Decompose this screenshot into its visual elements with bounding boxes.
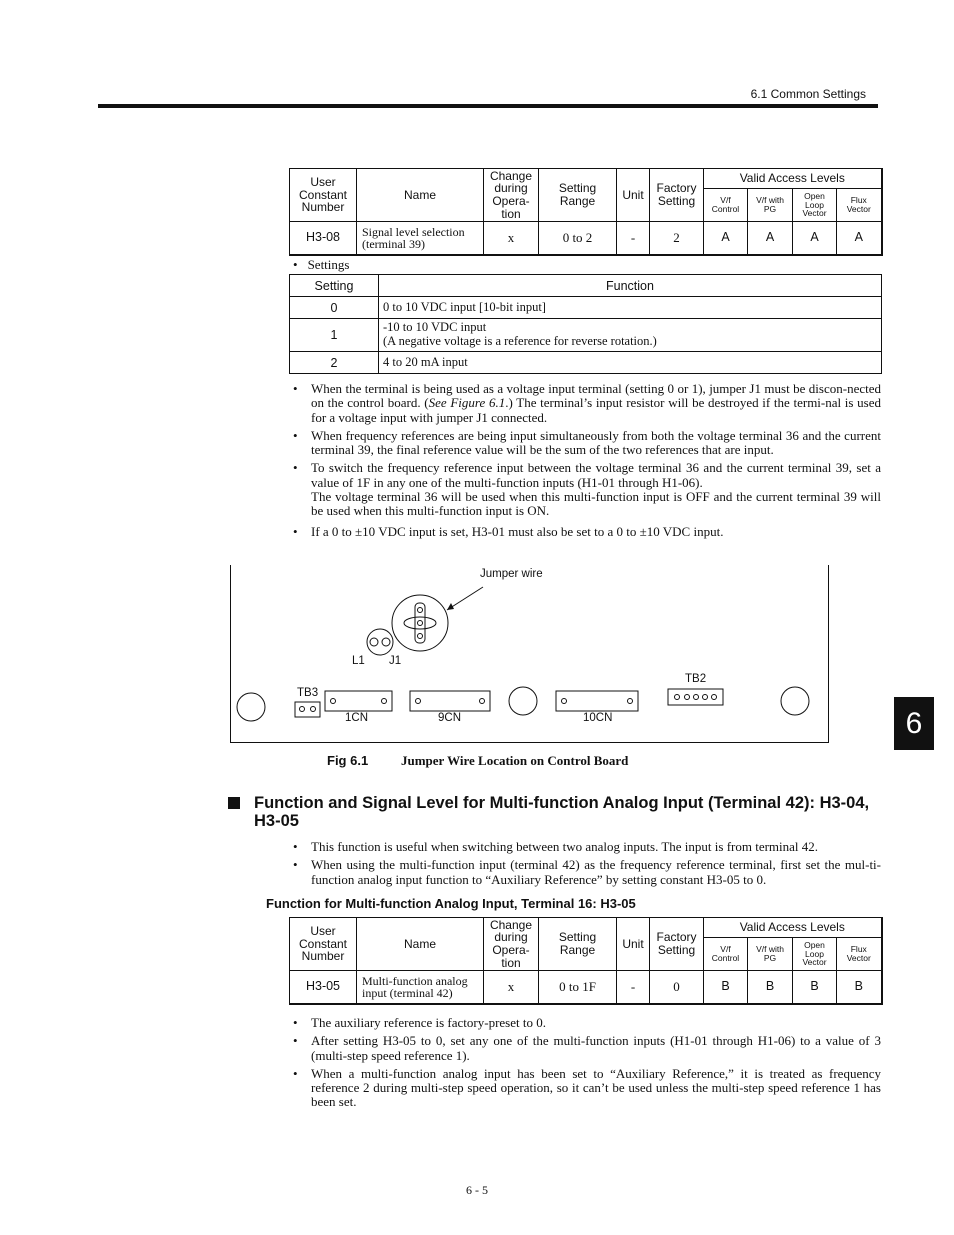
connector-10cn: [556, 691, 638, 711]
component-l1: [367, 629, 393, 655]
cell-level-vf-pg: B: [748, 971, 793, 1004]
cell-level-vf-pg: A: [748, 222, 793, 255]
list-item: • When a multi-function analog input has been set to “Auxiliary Reference,” it is treated as frequency reference 2 during multi-step speed operation, so it can’t be used unless the multi-step speed reference 1 has been set.: [293, 1067, 881, 1110]
terminal-tb3: [295, 702, 320, 717]
list-item: • When the terminal is being used as a voltage input terminal (setting 0 or 1), jumper J1 must be discon-nected on the control board. (See Figure 6.1.) The terminal’s input resistor will be destroyed if the termi-nal is used for a voltage input with jumper J1 connected.: [293, 382, 881, 425]
settings-row-setting: 2: [290, 352, 379, 374]
figure-caption-number: Fig 6.1: [327, 753, 369, 768]
header-setting-range: Setting Range: [539, 918, 617, 971]
header-change-during-operation: Change during Opera- tion: [484, 918, 539, 971]
header-open-loop-vector: Open Loop Vector: [793, 189, 837, 222]
header-name: Name: [357, 918, 484, 971]
section-square-icon: [228, 797, 240, 809]
list-item: • This function is useful when switching between two analog inputs. The input is from terminal 42.: [293, 840, 881, 854]
header-user-constant-number: User Constant Number: [290, 918, 357, 971]
cell-range: 0 to 2: [539, 222, 617, 255]
header-unit: Unit: [617, 918, 650, 971]
figure-caption-text: Jumper Wire Location on Control Board: [401, 753, 629, 768]
cell-name: Signal level selection (terminal 39): [357, 222, 484, 255]
notes-list-auxiliary-reference: [293, 1016, 881, 1114]
settings-header-setting: Setting: [290, 275, 379, 297]
label-1cn: 1CN: [345, 712, 369, 724]
connector-9cn: [410, 691, 490, 711]
header-factory-setting: Factory Setting: [650, 169, 704, 222]
cell-change: x: [484, 971, 539, 1004]
settings-row-function: -10 to 10 VDC input (A negative voltage is a reference for reverse rotation.): [379, 319, 882, 352]
parameter-table-h3-08: [289, 168, 883, 256]
header-factory-setting: Factory Setting: [650, 918, 704, 971]
label-9cn: 9CN: [438, 712, 462, 724]
cell-level-olv: A: [793, 222, 837, 255]
label-10cn: 10CN: [583, 712, 613, 724]
header-user-constant-number: User Constant Number: [290, 169, 357, 222]
label-l1: L1: [352, 655, 365, 667]
running-header: 6.1 Common Settings: [750, 87, 866, 101]
cell-factory: 2: [650, 222, 704, 255]
header-valid-access-levels: Valid Access Levels: [704, 169, 882, 189]
mounting-hole-center: [509, 687, 537, 715]
list-item: • The auxiliary reference is factory-preset to 0.: [293, 1016, 881, 1030]
section-heading: Function and Signal Level for Multi-function Analog Input (Terminal 42): H3-04, H3-05: [228, 794, 888, 830]
settings-label: • Settings: [293, 257, 349, 273]
header-name: Name: [357, 169, 484, 222]
settings-row-function: 0 to 10 VDC input [10-bit input]: [379, 297, 882, 319]
parameter-table-h3-05: [289, 917, 883, 1005]
header-rule: [98, 104, 878, 108]
label-j1: J1: [389, 655, 402, 667]
cell-level-flux: A: [837, 222, 882, 255]
mounting-hole-left: [237, 693, 265, 721]
settings-header-function: Function: [379, 275, 882, 297]
cell-name: Multi-function analog input (terminal 42): [357, 971, 484, 1004]
header-flux-vector: Flux Vector: [837, 189, 882, 222]
label-tb2: TB2: [685, 673, 707, 685]
cell-range: 0 to 1F: [539, 971, 617, 1004]
cell-level-flux: B: [837, 971, 882, 1004]
cell-constant-number: H3-05: [290, 971, 357, 1004]
subsection-heading: Function for Multi-function Analog Input, Terminal 16: H3-05: [266, 896, 636, 911]
list-item: • When using the multi-function input (terminal 42) as the frequency reference terminal, first set the mul-ti-function analog input function to “Auxiliary Reference” by setting constant H3-05 to 0.: [293, 858, 881, 887]
chapter-tab: 6: [894, 697, 934, 750]
list-item: • If a 0 to ±10 VDC input is set, H3-01 must also be set to a 0 to ±10 VDC input.: [293, 525, 881, 539]
cell-unit: -: [617, 222, 650, 255]
cell-level-olv: B: [793, 971, 837, 1004]
terminal-tb2: [668, 689, 723, 705]
list-item: • To switch the frequency reference input between the voltage terminal 36 and the current terminal 39, set a value of 1F in any one of the multi-function inputs (H1-01 through H1-06). The voltage terminal 36 will be used when this multi-function input is OFF and the current terminal 39 will be used when this multi-function input is ON.: [293, 461, 881, 518]
header-valid-access-levels: Valid Access Levels: [704, 918, 882, 938]
cell-constant-number: H3-08: [290, 222, 357, 255]
cell-change: x: [484, 222, 539, 255]
header-change-during-operation: Change during Opera- tion: [484, 169, 539, 222]
cell-level-vf: A: [704, 222, 748, 255]
control-board-diagram: [231, 565, 828, 742]
settings-table: [289, 274, 882, 374]
label-tb3: TB3: [297, 687, 319, 699]
cell-level-vf: B: [704, 971, 748, 1004]
header-unit: Unit: [617, 169, 650, 222]
settings-row-setting: 1: [290, 319, 379, 352]
header-setting-range: Setting Range: [539, 169, 617, 222]
list-item: • When frequency references are being input simultaneously from both the voltage terminal 36 and the current terminal 39, the final reference value will be the sum of the two references that are input.: [293, 429, 881, 458]
label-jumper-wire: Jumper wire: [480, 568, 543, 580]
settings-row-setting: 0: [290, 297, 379, 319]
header-open-loop-vector: Open Loop Vector: [793, 938, 837, 971]
page-number: 6 - 5: [466, 1183, 488, 1197]
header-vf-control: V/f Control: [704, 938, 748, 971]
header-flux-vector: Flux Vector: [837, 938, 882, 971]
header-vf-with-pg: V/f with PG: [748, 938, 793, 971]
figure-control-board: [230, 565, 829, 743]
cell-unit: -: [617, 971, 650, 1004]
notes-list-terminal-42: [293, 840, 881, 891]
list-item: • After setting H3-05 to 0, set any one of the multi-function inputs (H1-01 through H1-06) to a value of 3 (multi-step speed reference 1).: [293, 1034, 881, 1063]
header-vf-control: V/f Control: [704, 189, 748, 222]
header-vf-with-pg: V/f with PG: [748, 189, 793, 222]
notes-list-terminal-39: [293, 382, 881, 543]
settings-row-function: 4 to 20 mA input: [379, 352, 882, 374]
cell-factory: 0: [650, 971, 704, 1004]
mounting-hole-right: [781, 687, 809, 715]
